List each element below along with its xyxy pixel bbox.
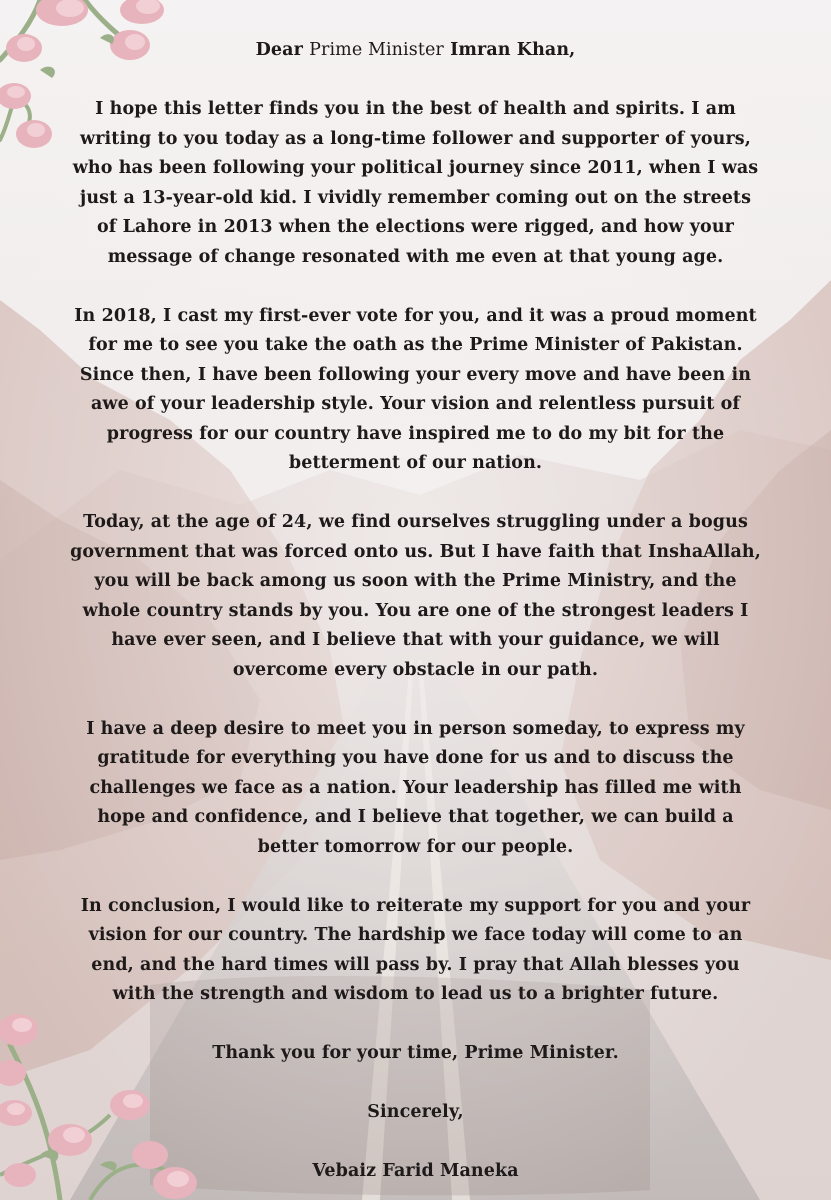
paragraph-3: Today, at the age of 24, we find ourselves struggling under a bogus government that was forced onto us. But I have faith that InshaAllah, you will be back among us soon with the Prime Ministry, and the whole country stands by you. You are one of the strongest leaders I have ever seen, and I believe that with your guidance, we will overcome every obstacle in our path. [70,512,761,680]
salutation-prefix: Dear [255,40,303,60]
paragraph-1: I hope this letter finds you in the best of health and spirits. I am writing to you today as a long-time follower and supporter of yours, who has been following your political journey since 2011, when I was just a 13-year-old kid. I vividly remember coming out on the streets of Lahore in 2013 when the elections were rigged, and how your message of change resonated with me even at that young age. [72,99,759,267]
paragraph-2: In 2018, I cast my first-ever vote for you, and it was a proud moment for me to see you take the oath as the Prime Minister of Pakistan. Since then, I have been following your every move and have been in awe of your leadership style. Your vision and relentless pursuit of progress for our country have inspired me to do my bit for the betterment of our nation. [74,305,757,473]
salutation-name: Imran Khan, [450,40,576,60]
salutation-title: Prime Minister [309,40,444,60]
thanks-line: Thank you for your time, Prime Minister. [212,1043,619,1063]
salutation [70,36,761,66]
closing-line: Sincerely, [367,1102,464,1122]
paragraph-4: I have a deep desire to meet you in person someday, to express my gratitude for everything you have done for us and to discuss the challenges we face as a nation. Your leadership has filled me with hope and confidence, and I believe that together, we can build a better tomorrow for our people. [86,718,745,857]
signature-name: Vebaiz Farid Maneka [312,1161,519,1181]
paragraph-5: In conclusion, I would like to reiterate my support for you and your vision for our country. The hardship we face today will come to an end, and the hard times will pass by. I pray that Allah blesses you with the strength and wisdom to lead us to a brighter future. [80,895,751,1004]
letter-body [70,36,761,1187]
